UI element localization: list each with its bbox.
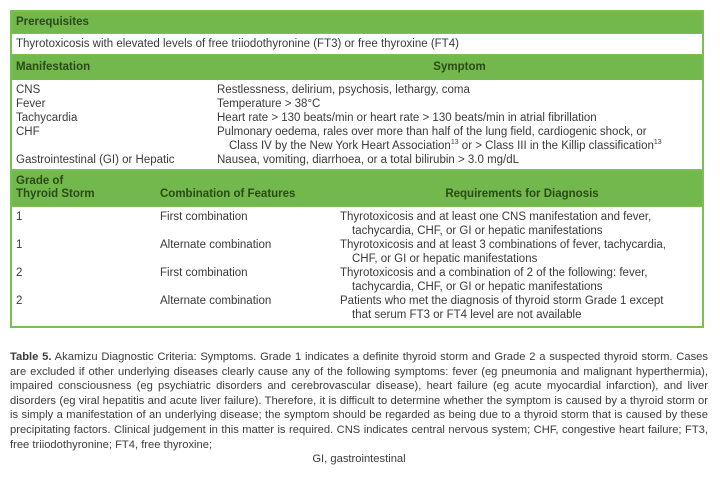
grade-header-line1: Grade of	[16, 175, 64, 187]
combination-value: First combination	[160, 267, 248, 279]
combination-value: Alternate combination	[160, 295, 272, 307]
reference-superscript: 13	[653, 139, 662, 147]
table-caption	[10, 350, 708, 467]
grade-column-header	[16, 175, 95, 201]
symptom-cont-text-2: or > Class III in the Killip classification	[458, 140, 654, 152]
requirement-continuation: CHF, or GI or hepatic manifestations	[352, 253, 538, 265]
manifestation-column-header: Manifestation	[16, 61, 91, 73]
grade-value: 2	[16, 267, 23, 279]
grade-list	[12, 206, 702, 326]
manifestation-header-row	[12, 55, 702, 80]
combination-column-header: Combination of Features	[160, 188, 296, 200]
requirement-cell	[340, 266, 702, 294]
diagnostic-criteria-table	[10, 10, 704, 328]
reference-superscript: 13	[450, 139, 459, 147]
prerequisites-header: Prerequisites	[12, 12, 702, 33]
symptom-continuation	[217, 139, 696, 153]
prerequisites-text: Thyrotoxicosis with elevated levels of free triiodothyronine (FT3) or free thyroxine (FT4)	[12, 33, 702, 55]
combination-value: Alternate combination	[160, 239, 272, 251]
manifestation-name: CNS	[16, 84, 41, 96]
requirement-continuation: tachycardia, CHF, or GI or hepatic manifestations	[352, 281, 603, 293]
manifestation-row-gi-hepatic	[12, 153, 702, 167]
symptom-cell	[217, 125, 702, 153]
grade-row	[12, 294, 702, 322]
manifestation-name: Fever	[16, 98, 46, 110]
grade-value: 1	[16, 211, 23, 223]
grade-row	[12, 266, 702, 294]
manifestation-row-cns	[12, 83, 702, 97]
requirement-text: Patients who met the diagnosis of thyroid storm Grade 1 except	[340, 295, 664, 307]
requirement-cell	[340, 210, 702, 238]
caption-text: Akamizu Diagnostic Criteria: Symptoms. Grade 1 indicates a definite thyroid storm and Grade 2 a suspected thyroid storm. Cases are excluded if other underlying diseases clearly cause any of the following symptoms: fever (eg pneumonia and malignant hyperthermia), impaired consciousness (eg psychiatric disorders and cerebrovascular disease), heart failure (eg acute myocardial infarction), and liver disorders (eg viral hepatitis and acute liver failure). Therefore, it is difficult to determine whether the symptom is caused by a thyroid storm or is simply a manifestation of an underlying disease; the symptom should be regarded as being due to a thyroid storm that is caused by these precipitating factors. Clinical judgement in this matter is required. CNS indicates central nervous system; CHF, congestive heart failure; FT3, free triiodothyronine; FT4, free thyroxine;	[10, 351, 708, 451]
symptom-text: Temperature > 38°C	[217, 98, 321, 110]
manifestation-name: Tachycardia	[16, 112, 78, 124]
grade-value: 1	[16, 239, 23, 251]
grade-row	[12, 210, 702, 238]
requirement-cell	[340, 294, 702, 322]
caption-label: Table 5.	[10, 351, 52, 363]
requirement-continuation: that serum FT3 or FT4 level are not available	[352, 309, 582, 321]
requirement-text: Thyrotoxicosis and at least one CNS manifestation and fever,	[340, 211, 652, 223]
grade-row	[12, 238, 702, 266]
grade-header-line2: Thyroid Storm	[16, 188, 95, 200]
manifestation-list	[12, 80, 702, 171]
manifestation-row-tachycardia	[12, 111, 702, 125]
requirement-text: Thyrotoxicosis and at least 3 combinations of fever, tachycardia,	[340, 239, 666, 251]
symptom-text: Restlessness, delirium, psychosis, lethargy, coma	[217, 84, 470, 96]
requirement-continuation: tachycardia, CHF, or GI or hepatic manifestations	[352, 225, 603, 237]
symptom-text: Heart rate > 130 beats/min or heart rate > 130 beats/min in atrial fibrillation	[217, 112, 597, 124]
requirement-cell	[340, 238, 702, 266]
symptom-column-header: Symptom	[433, 61, 486, 73]
manifestation-row-fever	[12, 97, 702, 111]
requirement-text: Thyrotoxicosis and a combination of 2 of the following: fever,	[340, 267, 648, 279]
symptom-cont-text: Class IV by the New York Heart Association	[229, 140, 451, 152]
grade-header-row	[12, 171, 702, 206]
symptom-text: Nausea, vomiting, diarrhoea, or a total bilirubin > 3.0 mg/dL	[217, 154, 520, 166]
caption-last-line: GI, gastrointestinal	[312, 453, 406, 466]
combination-value: First combination	[160, 211, 248, 223]
grade-value: 2	[16, 295, 23, 307]
manifestation-name: Gastrointestinal (GI) or Hepatic	[16, 154, 175, 166]
manifestation-name: CHF	[16, 126, 40, 138]
manifestation-row-chf	[12, 125, 702, 153]
symptom-text: Pulmonary oedema, rales over more than half of the lung field, cardiogenic shock, or	[217, 126, 647, 138]
requirements-column-header: Requirements for Diagnosis	[445, 188, 599, 200]
